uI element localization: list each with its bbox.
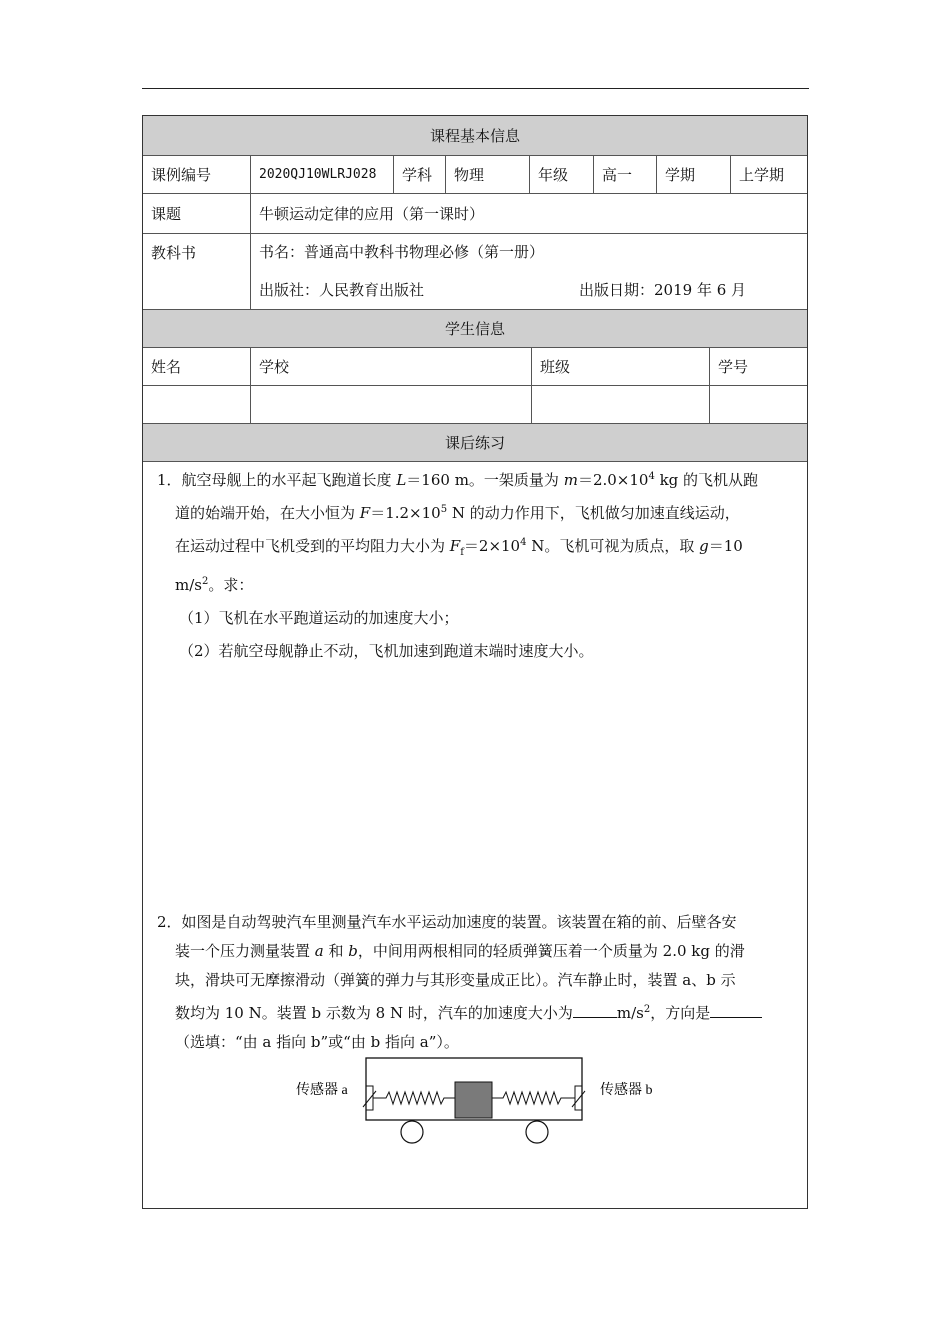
class-label: 班级 [532, 348, 710, 385]
grade-label: 年级 [530, 156, 594, 193]
q1-text: ＝2×10 [463, 537, 521, 555]
q1-text: 在运动过程中飞机受到的平均阻力大小为 [175, 537, 450, 555]
rear-wheel [526, 1121, 548, 1143]
top-rule [142, 88, 809, 89]
grade-value: 高一 [594, 156, 657, 193]
sensor-b-label: 传感器 b [600, 1083, 653, 1098]
code-label: 课例编号 [143, 156, 251, 193]
q1-var-m: m [563, 471, 578, 489]
book-name: 书名：普通高中教科书物理必修（第一册） [259, 243, 545, 261]
code-value: 2020QJ10WLRJ028 [251, 156, 394, 193]
front-wheel [401, 1121, 423, 1143]
school-field[interactable] [251, 386, 532, 423]
q1-text: 。求： [208, 576, 254, 594]
term-label: 学期 [657, 156, 731, 193]
q1-text: ＝160 m。一架质量为 [406, 471, 564, 489]
course-info-header-text: 课程基本信息 [429, 127, 520, 145]
q1-exp: 4 [520, 537, 527, 548]
name-label: 姓名 [143, 348, 251, 385]
q2-number: 2． [157, 913, 182, 931]
q1-subscript: f [460, 547, 464, 558]
q1-text: ＝2.0×10 [577, 471, 649, 489]
publisher: 出版社：人民教育出版社 [259, 281, 425, 299]
q1-exp: 5 [440, 504, 448, 515]
q2-text: 和 [323, 942, 349, 960]
student-info-header [143, 310, 807, 348]
q1-text: ＝1.2×10 [370, 504, 441, 522]
student-input-row [143, 386, 807, 424]
course-info-header [143, 116, 807, 156]
student-info-header-text: 学生信息 [444, 320, 505, 338]
term-value: 上学期 [739, 166, 785, 184]
q1-var-Ff: F [449, 537, 461, 555]
q2-text: 数均为 10 N。装置 b 示数为 8 N 时，汽车的加速度大小为 [175, 1004, 573, 1022]
q2-text: 装一个压力测量装置 [175, 942, 315, 960]
id-label: 学号 [718, 358, 749, 376]
exercises-header-text: 课后练习 [444, 434, 505, 452]
sensor-a-pointer [363, 1091, 376, 1107]
class-field[interactable] [532, 386, 710, 423]
sensor-b-plate [575, 1086, 582, 1110]
q1-text: N 的动力作用下，飞机做匀加速直线运动， [447, 504, 740, 522]
q1-var-F: F [359, 504, 371, 522]
answer-blank-1[interactable] [573, 1003, 617, 1018]
textbook-label: 教科书 [143, 234, 251, 309]
student-labels-row [143, 348, 807, 386]
q1-text: ＝10 [708, 537, 743, 555]
question-1 [157, 462, 797, 666]
publish-date: 出版日期：2019 年 6 月 [579, 281, 747, 299]
q1-var-L: L [396, 471, 407, 489]
q1-part-2: （2）若航空母舰静止不动，飞机加速到跑道末端时速度大小。 [179, 642, 594, 660]
right-spring [492, 1092, 575, 1104]
sensor-a-label: 传感器 a [296, 1083, 348, 1098]
q1-var-g: g [699, 537, 709, 555]
q1-part-1: （1）飞机在水平跑道运动的加速度大小； [179, 609, 459, 627]
subject-label: 学科 [394, 156, 446, 193]
q2-var-b: b [348, 942, 358, 960]
left-spring [373, 1092, 455, 1104]
q2-exp: 2 [643, 1004, 651, 1015]
slider-block [455, 1082, 492, 1118]
topic-label: 课题 [143, 194, 251, 233]
id-field[interactable] [710, 386, 807, 423]
q1-text: 道的始端开始，在大小恒为 [175, 504, 360, 522]
q1-number: 1． [157, 471, 182, 489]
q2-text: （选填：“由 a 指向 b”或“由 b 指向 a”）。 [175, 1033, 459, 1051]
exercises-header [143, 424, 807, 462]
topic-row [143, 194, 807, 234]
accelerometer-diagram [288, 1053, 668, 1163]
q1-text: kg 的飞机从跑 [654, 471, 759, 489]
answer-blank-2[interactable] [710, 1003, 762, 1018]
q2-text: ，中间用两根相同的轻质弹簧压着一个质量为 2.0 kg 的滑 [357, 942, 745, 960]
school-label: 学校 [251, 348, 532, 385]
q1-text: N。飞机可视为质点，取 [526, 537, 700, 555]
q2-text: ，方向是 [650, 1004, 711, 1022]
q1-text: m/s [175, 576, 202, 594]
sensor-a-plate [366, 1086, 373, 1110]
worksheet-table [142, 115, 808, 1209]
q2-var-a: a [314, 942, 324, 960]
question-2 [157, 908, 797, 1057]
q1-exp: 4 [648, 471, 655, 482]
subject-value: 物理 [446, 156, 530, 193]
course-meta-row [143, 156, 807, 194]
q1-exp: 2 [201, 576, 209, 587]
q2-text: 如图是自动驾驶汽车里测量汽车水平运动加速度的装置。该装置在箱的前、后壁各安 [181, 913, 737, 931]
name-field[interactable] [143, 386, 251, 423]
sensor-b-pointer [572, 1091, 585, 1107]
textbook-row [143, 234, 807, 310]
q1-text: 航空母舰上的水平起飞跑道长度 [181, 471, 397, 489]
topic-value: 牛顿运动定律的应用（第一课时） [259, 205, 485, 223]
q2-text: m/s [616, 1004, 644, 1022]
q2-text: 块，滑块可无摩擦滑动（弹簧的弹力与其形变量成正比）。汽车静止时，装置 a、b 示 [175, 971, 736, 989]
